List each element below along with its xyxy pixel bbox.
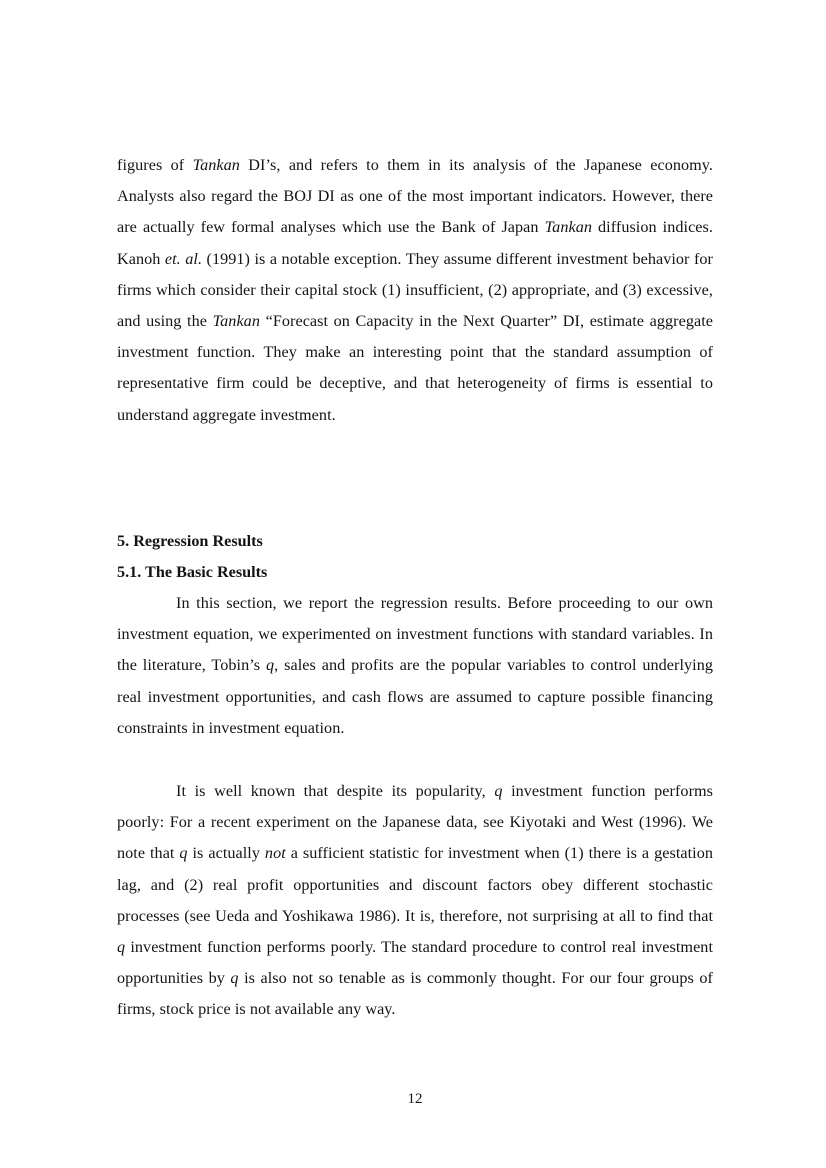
body-paragraph-q-investment bbox=[117, 776, 713, 1026]
italic-term: et. al. bbox=[164, 249, 203, 268]
italic-term: Tankan bbox=[544, 218, 592, 237]
paper-page bbox=[117, 0, 713, 1168]
paragraph-text: DI’s, and refers to them in its analysis of the Japanese economy. Analysts also regard the BOJ DI as one of the most important indicators. However, there are actually few formal analyses which use the Bank of Japan bbox=[117, 156, 713, 237]
body-paragraph-regression-intro bbox=[117, 588, 713, 744]
paragraph-text: It is well known that despite its popularity, bbox=[176, 782, 495, 800]
paragraph-text: , sales and profits are the popular variables to control underlying real investment opportunities, and cash flows are assumed to capture possible financing constraints in investment equation. bbox=[117, 656, 714, 737]
italic-term: q bbox=[494, 782, 503, 800]
italic-term: Tankan bbox=[212, 312, 260, 331]
paragraph-text: In this section, we report the regression results. Before proceeding to our own investment equation, we experimented on investment functions with standard variables. In the literature, Tobin’s bbox=[117, 594, 713, 675]
italic-term: q bbox=[179, 844, 188, 863]
page-number: 12 bbox=[407, 1091, 423, 1107]
paragraph-text: investment function performs poorly. The standard procedure to control real investment opportunities by bbox=[117, 938, 713, 988]
paragraph-text: a sufficient statistic for investment when (1) there is a gestation lag, and (2) real profit opportunities and discount factors obey different stochastic processes (see Ueda and Yoshikawa 1986). It is, therefore, not surprising at all to find that bbox=[117, 844, 713, 925]
italic-term: not bbox=[264, 844, 286, 863]
italic-term: q bbox=[230, 969, 239, 988]
paragraph-text: is actually bbox=[187, 844, 265, 863]
section-heading: 5. Regression Results bbox=[117, 532, 263, 550]
italic-term: q bbox=[266, 656, 275, 675]
paragraph-text: “Forecast on Capacity in the Next Quarter” DI, estimate aggregate investment function. They make an interesting point that the standard assumption of representative firm could be deceptive, and that heterogeneity of firms is essential to understand aggregate investment. bbox=[117, 312, 713, 424]
italic-term: q bbox=[117, 938, 126, 957]
paragraph-text: figures of bbox=[117, 156, 193, 174]
paragraph-text: is also not so tenable as is commonly thought. For our four groups of firms, stock price is not available any way. bbox=[117, 969, 713, 1019]
paragraph-text: diffusion indices. Kanoh bbox=[117, 218, 713, 268]
body-paragraph-tankan-di bbox=[117, 150, 713, 431]
paragraph-text: (1991) is a notable exception. They assume different investment behavior for firms which consider their capital stock (1) insufficient, (2) appropriate, and (3) excessive, and using the bbox=[117, 249, 713, 331]
subsection-heading: 5.1. The Basic Results bbox=[117, 563, 268, 581]
paragraph-text: investment function performs poorly: For a recent experiment on the Japanese data, see Kiyotaki and West (1996). We note that bbox=[117, 782, 713, 863]
italic-term: Tankan bbox=[192, 156, 240, 174]
